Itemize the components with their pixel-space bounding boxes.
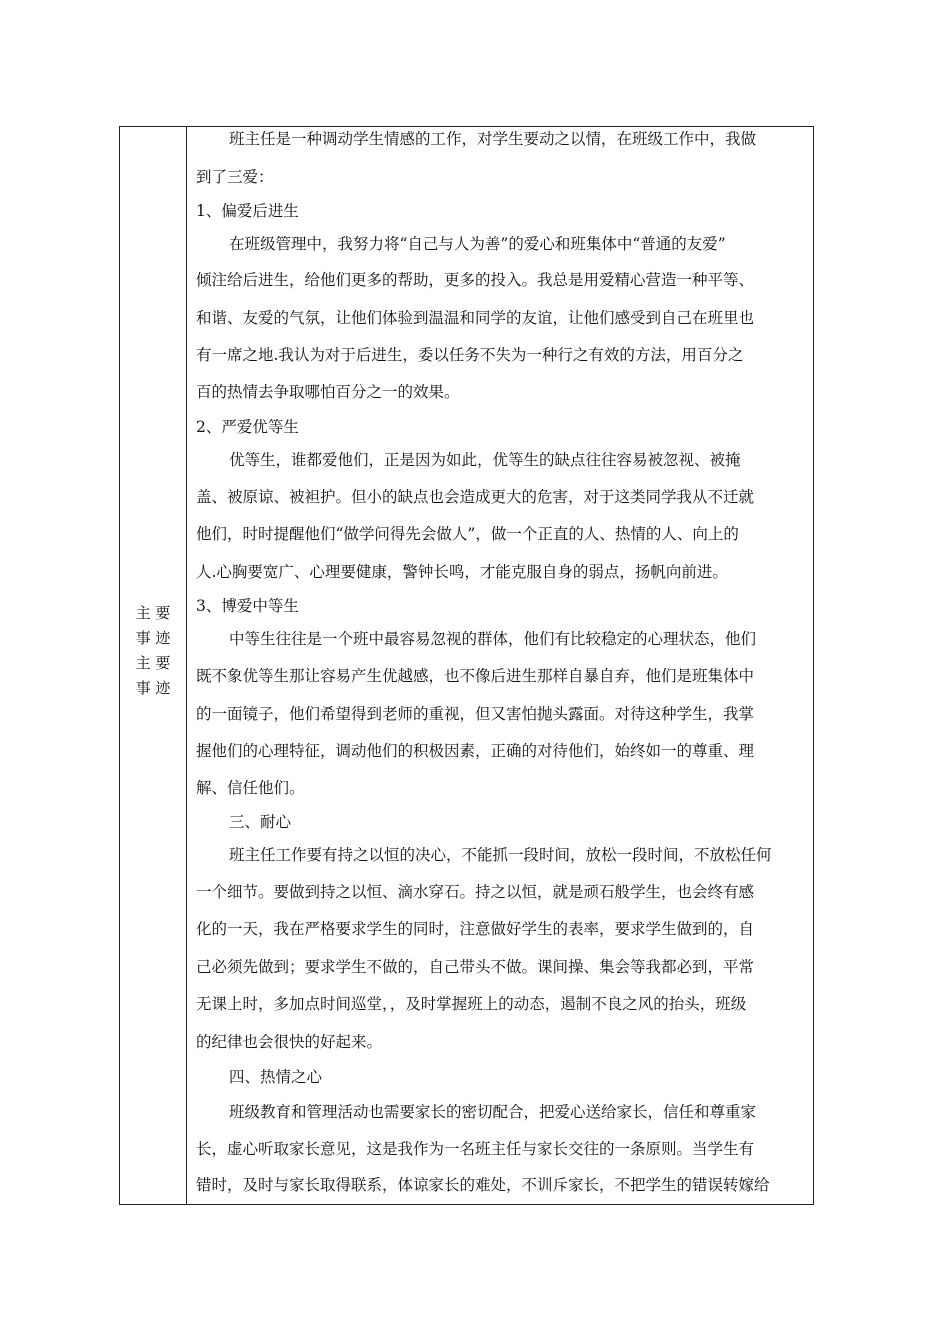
section-heading: 2、严爱优等生 <box>196 418 299 436</box>
text-line: 班主任工作要有持之以恒的决心，不能抓一段时间，放松一段时间，不放松任何 <box>229 846 772 864</box>
text-line: 长，虚心听取家长意见，这是我作为一名班主任与家长交往的一条原则。当学生有 <box>196 1140 755 1158</box>
row-label <box>120 601 186 701</box>
text-line: 盖、被原谅、被袒护。但小的缺点也会造成更大的危害，对于这类同学我从不迁就 <box>196 488 755 506</box>
text-line: 化的一天，我在严格要求学生的同时，注意做好学生的表率，要求学生做到的，自 <box>196 920 755 938</box>
text-line: 中等生往往是一个班中最容易忽视的群体，他们有比较稳定的心理状态，他们 <box>229 630 757 648</box>
text-line: 人.心胸要宽广、心理要健康，警钟长鸣，才能克服自身的弱点，扬帆向前进。 <box>196 563 728 581</box>
text-line: 握他们的心理特征，调动他们的积极因素，正确的对待他们，始终如一的尊重、理 <box>196 742 755 760</box>
row-label-line: 主 要 <box>135 654 171 672</box>
section-heading: 1、偏爱后进生 <box>196 202 299 220</box>
section-heading: 四、热情之心 <box>229 1068 323 1086</box>
text-line: 无课上时，多加点时间巡堂，，及时掌握班上的动态，遏制不良之风的抬头，班级 <box>196 995 747 1013</box>
row-label-line: 事 迹 <box>135 629 171 647</box>
text-line: 优等生，谁都爱他们，正是因为如此，优等生的缺点往往容易被忽视、被掩 <box>229 451 741 469</box>
row-label-line: 主 要 <box>135 604 171 622</box>
text-line: 倾注给后进生，给他们更多的帮助，更多的投入。我总是用爱精心营造一种平等、 <box>196 271 755 289</box>
text-line: 解、信任他们。 <box>196 779 305 797</box>
text-line: 和谐、友爱的气氛，让他们体验到温温和同学的友谊，让他们感受到自己在班里也 <box>196 309 755 327</box>
section-heading: 三、耐心 <box>229 813 292 831</box>
text-line: 有一席之地.我认为对于后进生，委以任务不失为一种行之有效的方法，用百分之 <box>196 346 744 364</box>
text-line: 班级教育和管理活动也需要家长的密切配合，把爱心送给家长，信任和尊重家 <box>229 1103 757 1121</box>
text-line: 错时，及时与家长取得联系，体谅家长的难处，不训斥家长，不把学生的错误转嫁给 <box>196 1176 770 1194</box>
text-line: 既不象优等生那让容易产生优越感，也不像后进生那样自暴自弃，他们是班集体中 <box>196 667 755 685</box>
text-line: 在班级管理中，我努力将“自己与人为善”的爱心和班集体中“普通的友爱” <box>229 235 726 253</box>
text-line: 他们，时时提醒他们“做学问得先会做人”，做一个正直的人、热情的人、向上的 <box>196 525 739 543</box>
text-line: 到了三爱： <box>196 168 274 186</box>
text-line: 的一面镜子，他们希望得到老师的重视，但又害怕抛头露面。对待这种学生，我掌 <box>196 705 755 723</box>
text-line: 班主任是一种调动学生情感的工作，对学生要动之以情，在班级工作中，我做 <box>229 130 757 148</box>
record-table <box>119 126 814 1205</box>
text-line: 百的热情去争取哪怕百分之一的效果。 <box>196 383 460 401</box>
text-line: 一个细节。要做到持之以恒、滴水穿石。持之以恒，就是顽石般学生，也会终有感 <box>196 883 755 901</box>
section-heading: 3、博爱中等生 <box>196 597 299 615</box>
column-divider <box>186 127 187 1204</box>
row-label-line: 事 迹 <box>135 679 171 697</box>
text-line: 己必须先做到；要求学生不做的，自己带头不做。课间操、集会等我都必到，平常 <box>196 958 755 976</box>
text-line: 的纪律也会很快的好起来。 <box>196 1033 383 1051</box>
